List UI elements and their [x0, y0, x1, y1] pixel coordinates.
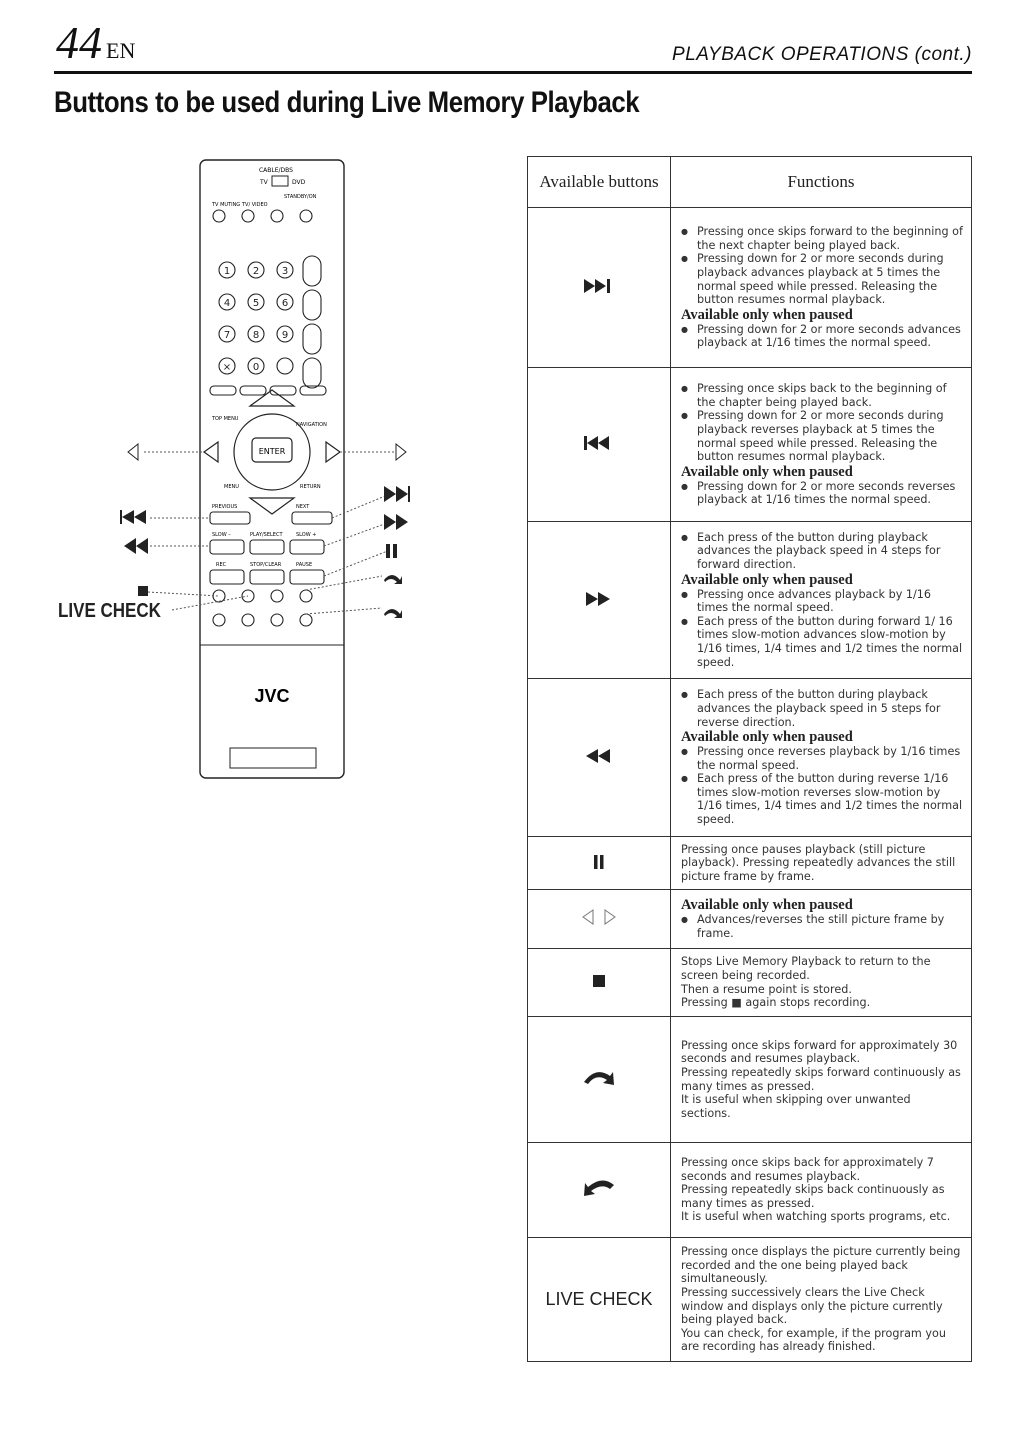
function-description [671, 368, 972, 522]
fast-forward-callout-icon [384, 514, 408, 530]
remote-brand-logo: JVC [254, 686, 290, 706]
skip-back-7s-icon [582, 1183, 616, 1204]
function-description [671, 890, 972, 949]
rewind-icon [586, 747, 612, 768]
paragraph: You can check, for example, if the program you are recording has already finished. [681, 1326, 946, 1354]
remote-label-muting: TV MUTING [212, 202, 241, 208]
svg-text:3: 3 [281, 266, 289, 277]
button-cell [528, 1238, 671, 1362]
subheading: Available only when paused [681, 306, 853, 323]
paragraph: It is useful when watching sports programs, etc. [681, 1210, 951, 1224]
remote-label-playselect: PLAY/SELECT [250, 532, 283, 538]
table-row [528, 1143, 972, 1238]
svg-text:1: 1 [223, 266, 231, 277]
stop-callout-icon [138, 586, 148, 596]
bullet-item: ● Pressing once reverses playback by 1/16 times the normal speed. [681, 745, 963, 772]
functions-table [527, 156, 972, 1362]
bullet-item: ● Pressing once advances playback by 1/16 times the normal speed. [681, 588, 963, 615]
remote-illustration [100, 150, 440, 790]
remote-label-next: NEXT [296, 504, 310, 510]
function-description [671, 1017, 972, 1143]
fast-forward-icon [586, 590, 612, 611]
function-description [671, 522, 972, 679]
remote-label-pause: PAUSE [296, 562, 313, 568]
function-description [671, 208, 972, 368]
pause-callout-icon [386, 544, 397, 558]
bullet-item: ● Each press of the button during forward 1/ 16 times slow-motion advances slow-motion by 1/16 times, 1/4 times and 1/2 times the normal speed. [681, 615, 963, 669]
remote-label-standby: STANDBY/ON [284, 194, 317, 200]
running-header: PLAYBACK OPERATIONS (cont.) [672, 44, 972, 65]
paragraph: It is useful when skipping over unwanted sections. [681, 1093, 911, 1120]
table-row [528, 522, 972, 679]
remote-label-enter: ENTER [258, 447, 286, 456]
table-header-row [528, 157, 972, 208]
skip-forward-callout-icon [384, 486, 410, 502]
function-description [671, 1143, 972, 1238]
skip-back-icon [584, 434, 614, 455]
paragraph: Stops Live Memory Playback to return to the screen being recorded. [681, 955, 931, 982]
svg-text:0: 0 [252, 362, 260, 373]
col-header-buttons: Available buttons [528, 157, 671, 208]
paragraph: Then a resume point is stored. [681, 982, 852, 996]
svg-text:7: 7 [223, 330, 231, 341]
paragraph: Pressing once skips back for approximately 7 seconds and resumes playback. [681, 1156, 934, 1183]
skip-forward-icon [584, 277, 614, 298]
function-description [671, 1238, 972, 1362]
skip-back-7s-callout-icon [384, 575, 402, 584]
function-description [671, 679, 972, 837]
remote-label-stop: STOP/CLEAR [250, 562, 282, 568]
remote-label-rec: REC [216, 562, 227, 568]
live-check-callout-label: LIVE CHECK [58, 600, 161, 622]
bullet-item: ● Each press of the button during playback advances the playback speed in 5 steps for reverse direction. [681, 688, 963, 729]
table-row [528, 890, 972, 949]
button-cell [528, 1017, 671, 1143]
svg-text:4: 4 [223, 298, 231, 309]
function-description [671, 949, 972, 1017]
paragraph: Pressing ■ again stops recording. [681, 996, 871, 1010]
button-cell [528, 1143, 671, 1238]
table-row [528, 368, 972, 522]
frame-step-arrows-icon [581, 909, 617, 930]
svg-text:×: × [222, 362, 232, 373]
bullet-item: ● Advances/reverses the still picture frame by frame. [681, 913, 963, 940]
remote-label-topmenu: TOP MENU [212, 416, 239, 422]
remote-label-dvd: DVD [292, 179, 306, 186]
table-row [528, 208, 972, 368]
button-cell [528, 208, 671, 368]
functions-table-body [528, 208, 972, 1362]
table-row [528, 1017, 972, 1143]
paragraph: Pressing once pauses playback (still picture playback). Pressing repeatedly advances the still picture frame by frame. [681, 842, 956, 883]
skip-back-callout-icon [120, 510, 146, 524]
page-number [56, 17, 136, 74]
svg-text:6: 6 [281, 298, 289, 309]
subheading: Available only when paused [681, 897, 853, 914]
rewind-callout-icon [124, 538, 148, 554]
remote-label-slowplus: SLOW + [296, 532, 317, 538]
remote-label-slowminus: SLOW – [212, 532, 231, 538]
stop-icon [592, 972, 606, 993]
button-cell [528, 679, 671, 837]
bullet-item: ● Each press of the button during playback advances the playback speed in 4 steps for forward direction. [681, 531, 963, 572]
paragraph: Pressing once skips forward for approximately 30 seconds and resumes playback. [681, 1038, 958, 1066]
subheading: Available only when paused [681, 463, 853, 480]
function-description [671, 837, 972, 890]
bullet-item: ● Pressing once skips forward to the beginning of the next chapter being played back. [681, 225, 963, 252]
live-check-button-label: LIVE CHECK [545, 1289, 653, 1309]
table-row [528, 1238, 972, 1362]
svg-text:5: 5 [252, 298, 260, 309]
subheading: Available only when paused [681, 729, 853, 746]
remote-label-navigation: NAVIGATION [296, 422, 327, 428]
bullet-item: ● Each press of the button during reverse 1/16 times slow-motion reverses slow-motion by 1/16 times, 1/4 times and 1/2 times the normal speed. [681, 772, 963, 826]
table-row [528, 679, 972, 837]
svg-text:9: 9 [281, 330, 289, 341]
button-cell [528, 368, 671, 522]
table-row [528, 949, 972, 1017]
page-number-value: 44 [56, 17, 102, 68]
table-row [528, 837, 972, 890]
remote-label-return: RETURN [300, 484, 321, 490]
col-header-functions: Functions [671, 157, 972, 208]
page-title: Buttons to be used during Live Memory Playback [54, 86, 640, 119]
remote-label-cable: CABLE/DBS [258, 167, 294, 174]
header-rule [54, 71, 972, 74]
subheading: Available only when paused [681, 571, 853, 588]
skip-forward-30s-callout-icon [384, 609, 402, 618]
bullet-item: ● Pressing down for 2 or more seconds advances playback at 1/16 times the normal speed. [681, 323, 963, 350]
paragraph: Pressing repeatedly skips forward continuously as many times as pressed. [681, 1065, 961, 1093]
left-arrow-callout-icon [128, 444, 138, 460]
svg-text:2: 2 [252, 266, 260, 277]
svg-text:8: 8 [252, 330, 260, 341]
paragraph: Pressing successively clears the Live Check window and displays only the picture currently being played back. [681, 1285, 943, 1327]
remote-label-tv: TV [260, 179, 268, 186]
remote-label-menu: MENU [224, 484, 239, 490]
paragraph: Pressing repeatedly skips back continuously as many times as pressed. [681, 1183, 945, 1210]
right-arrow-callout-icon [396, 444, 406, 460]
button-cell [528, 837, 671, 890]
pause-icon [593, 853, 605, 874]
bullet-item: ● Pressing down for 2 or more seconds reverses playback at 1/16 times the normal speed. [681, 480, 963, 507]
paragraph: Pressing once displays the picture currently being recorded and the one being played back simultaneously. [681, 1245, 961, 1286]
button-cell [528, 522, 671, 679]
bullet-item: ● Pressing down for 2 or more seconds during playback advances playback at 5 times the normal speed while pressed. Releasing the button resumes normal playback. [681, 252, 963, 306]
button-cell [528, 890, 671, 949]
skip-forward-30s-icon [582, 1072, 616, 1093]
language-code: EN [106, 38, 136, 63]
remote-label-tvvideo: TV/ VIDEO [242, 202, 268, 208]
remote-label-previous: PREVIOUS [212, 504, 238, 510]
bullet-item: ● Pressing once skips back to the beginning of the chapter being played back. [681, 382, 963, 409]
button-cell [528, 949, 671, 1017]
bullet-item: ● Pressing down for 2 or more seconds during playback reverses playback at 5 times the normal speed while pressed. Releasing the button resumes normal playback. [681, 409, 963, 463]
